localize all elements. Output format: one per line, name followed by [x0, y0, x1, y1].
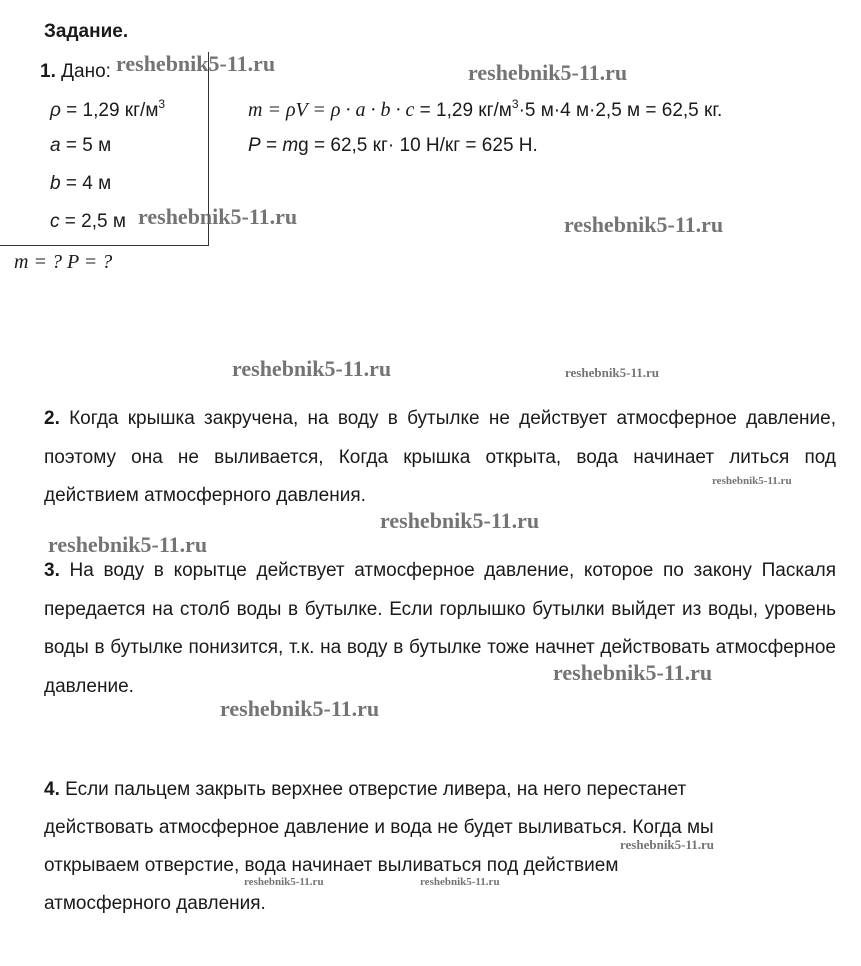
given-symbol: a	[50, 135, 61, 156]
watermark: reshebnik5-11.ru	[244, 876, 324, 888]
watermark: reshebnik5-11.ru	[380, 508, 540, 533]
task2-text: Когда крышка закручена, на воду в бутылке не действует атмосферное давление, поэтому она не выливается, Когда крышка открыта, вода начинает литься под действием атмосферного давления.	[44, 408, 836, 506]
task4-text: Если пальцем закрыть верхнее отверстие ливера, на него перестанет	[59, 779, 687, 800]
task4-number: 4.	[44, 779, 60, 800]
task3-number: 3.	[44, 560, 60, 581]
formula-mass-result: ·5 м·4 м·2,5 м = 62,5 кг.	[518, 100, 723, 121]
find-line: m = ? P = ?	[14, 251, 113, 273]
given-value: = 4 м	[60, 173, 112, 194]
task1-header	[40, 62, 111, 81]
task3-paragraph	[44, 552, 836, 706]
watermark: reshebnik5-11.ru	[553, 660, 713, 685]
watermark: reshebnik5-11.ru	[116, 51, 276, 76]
given-value: = 2,5 м	[59, 211, 126, 232]
task4-line-3: открываем отверстие, вода начинает выливаться под действием	[44, 855, 619, 876]
watermark: reshebnik5-11.ru	[564, 212, 724, 237]
formula-weight-P: P	[248, 135, 261, 156]
task4-line-4: атмосферного давления.	[44, 893, 266, 914]
task2-number: 2.	[44, 408, 60, 429]
task1-number: 1.	[40, 61, 56, 82]
formula-mass-density: = 1,29 кг/м	[414, 100, 512, 121]
formula-weight	[248, 136, 538, 155]
watermark: reshebnik5-11.ru	[138, 204, 298, 229]
task2-paragraph	[44, 400, 836, 516]
given-density	[50, 98, 165, 120]
watermark: reshebnik5-11.ru	[420, 876, 500, 888]
given-label: Дано:	[61, 61, 111, 82]
given-c	[50, 212, 126, 231]
formula-weight-m: m	[282, 135, 299, 156]
formula-weight-rest: g = 62,5 кг· 10 Н/кг = 625 Н.	[298, 135, 538, 156]
watermark: reshebnik5-11.ru	[620, 837, 715, 852]
watermark: reshebnik5-11.ru	[220, 696, 380, 721]
task3-text: На воду в корытце действует атмосферное давление, которое по закону Паскаля передается на столб воды в бутылке. Если горлышко бутылки выйдет из воды, уровень воды в бутылке понизится, т.к. на воду в бутылке тоже начнет действовать атмосферное давление.	[44, 560, 836, 697]
task4-line-2: действовать атмосферное давление и вода не будет выливаться. Когда мы	[44, 817, 714, 838]
given-symbol: c	[50, 211, 60, 232]
given-b	[50, 174, 111, 193]
watermark: reshebnik5-11.ru	[712, 475, 792, 487]
given-a	[50, 136, 111, 155]
watermark: reshebnik5-11.ru	[565, 365, 660, 380]
watermark: reshebnik5-11.ru	[468, 60, 628, 85]
watermark: reshebnik5-11.ru	[232, 356, 392, 381]
formula-mass	[248, 98, 722, 120]
given-symbol: ρ	[50, 100, 61, 121]
formula-mass-exponent: 3	[511, 97, 519, 111]
given-exponent: 3	[158, 97, 166, 111]
task4-line-1	[44, 780, 686, 799]
watermark: reshebnik5-11.ru	[48, 532, 208, 557]
formula-weight-eq: =	[260, 135, 283, 156]
formula-mass-symbolic: m = ρV = ρ · a · b · c	[248, 99, 415, 121]
given-symbol: b	[50, 173, 61, 194]
given-value: = 5 м	[60, 135, 112, 156]
given-value: = 1,29 кг/м	[60, 100, 159, 121]
page-heading: Задание.	[44, 21, 129, 42]
